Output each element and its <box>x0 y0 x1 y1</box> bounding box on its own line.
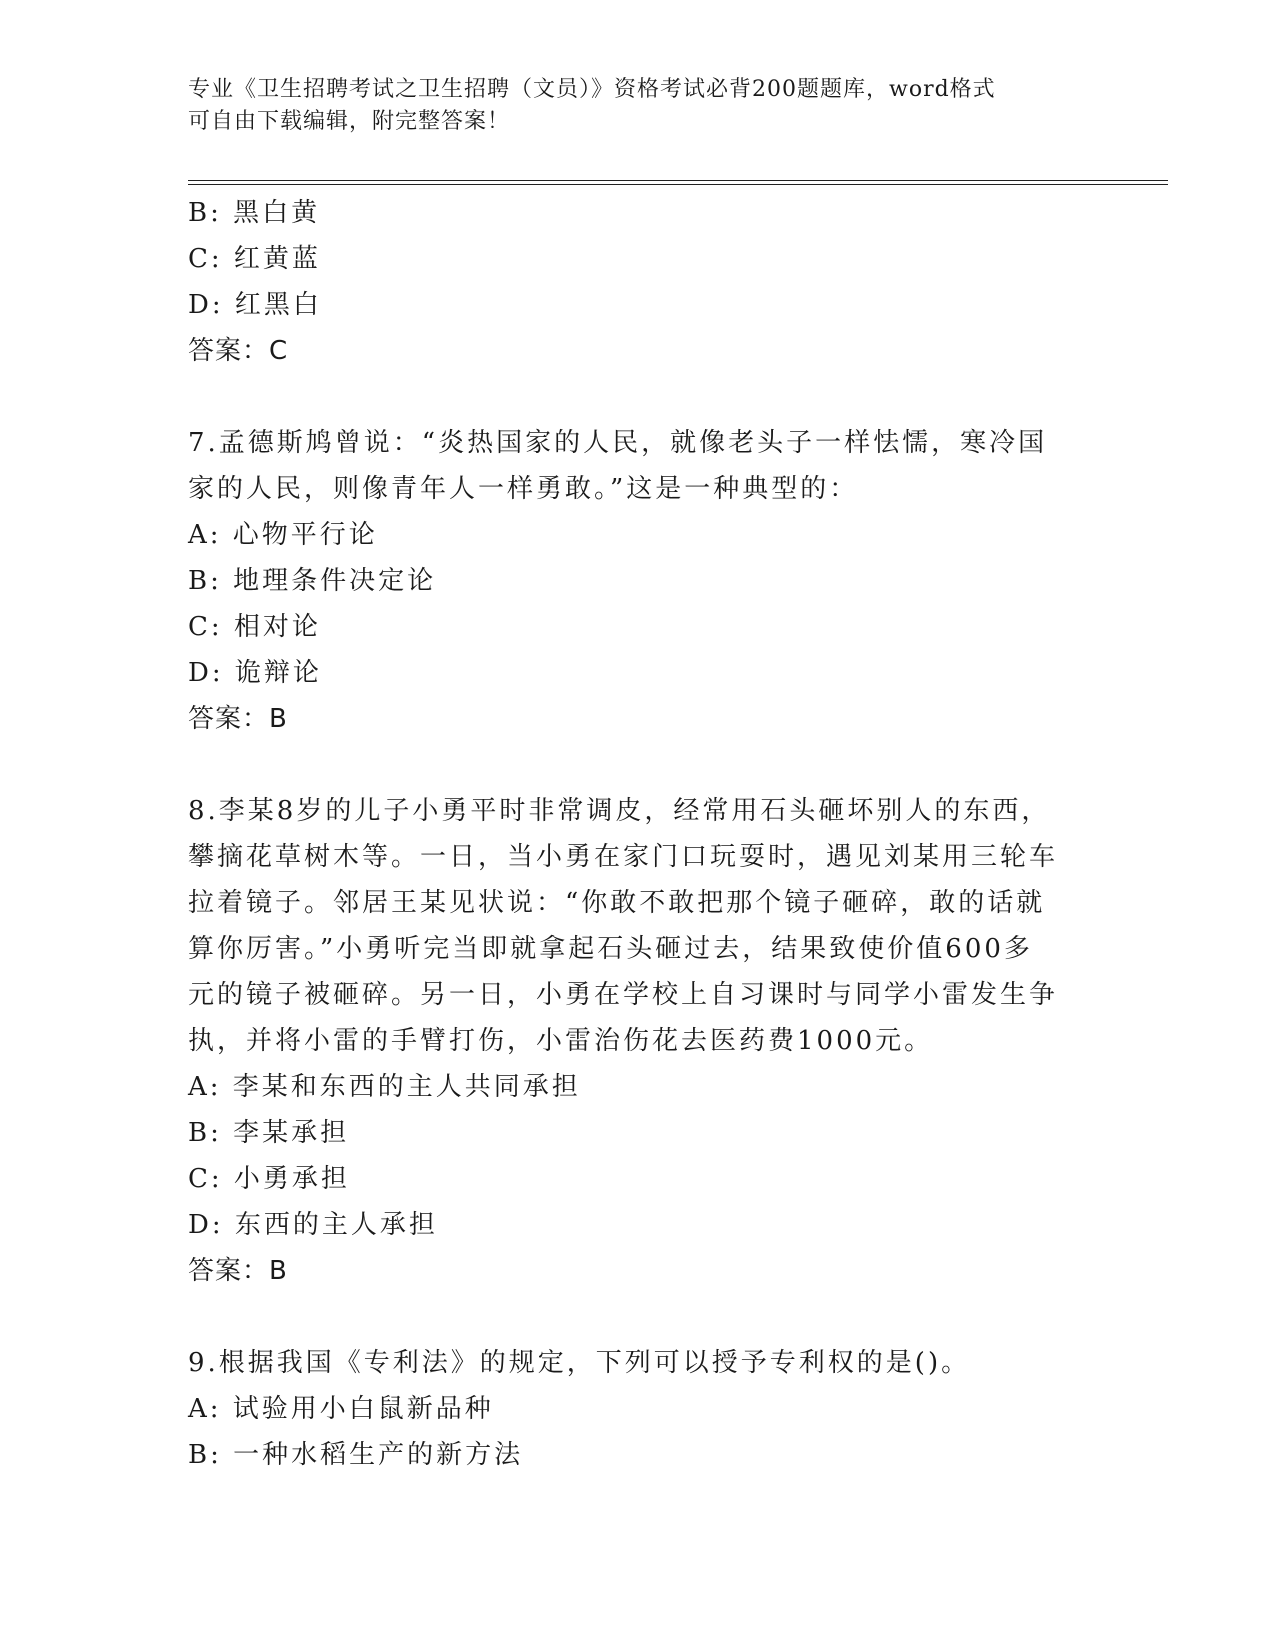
page-header <box>188 74 1068 138</box>
answer: 答案：B <box>188 704 288 734</box>
header-divider <box>188 180 1168 185</box>
question-8 <box>188 788 1068 1294</box>
option-c: C: 红黄蓝 <box>188 244 321 274</box>
option-b: B: 一种水稻生产的新方法 <box>188 1440 524 1470</box>
question-line: 攀摘花草树木等。一日，当小勇在家门口玩耍时，遇见刘某用三轮车 <box>188 842 1059 872</box>
option-a: A: 心物平行论 <box>188 520 378 550</box>
question-line: 9.根据我国《专利法》的规定，下列可以授予专利权的是()。 <box>188 1348 971 1378</box>
question-text <box>188 420 1068 512</box>
option-b: B: 黑白黄 <box>188 198 321 228</box>
option-c: C: 小勇承担 <box>188 1164 350 1194</box>
answer: 答案：C <box>188 336 289 366</box>
question-line: 7.孟德斯鸠曾说：“炎热国家的人民，就像老头子一样怯懦，寒冷国 <box>188 428 1048 458</box>
question-line: 8.李某8岁的儿子小勇平时非常调皮，经常用石头砸坏别人的东西， <box>188 796 1051 826</box>
option-b: B: 李某承担 <box>188 1118 350 1148</box>
spacer <box>188 374 1068 420</box>
option-d: D: 红黑白 <box>188 290 322 320</box>
answer: 答案：B <box>188 1256 288 1286</box>
question-line: 拉着镜子。邻居王某见状说：“你敢不敢把那个镜子砸碎，敢的话就 <box>188 888 1046 918</box>
option-c: C: 相对论 <box>188 612 321 642</box>
option-a: A: 李某和东西的主人共同承担 <box>188 1072 581 1102</box>
question-text <box>188 1340 1068 1386</box>
question-line: 家的人民，则像青年人一样勇敢。”这是一种典型的： <box>188 474 859 504</box>
option-d: D: 诡辩论 <box>188 658 322 688</box>
question-6 <box>188 190 1068 374</box>
option-d: D: 东西的主人承担 <box>188 1210 438 1240</box>
option-b: B: 地理条件决定论 <box>188 566 437 596</box>
question-9 <box>188 1340 1068 1478</box>
question-7 <box>188 420 1068 742</box>
question-line: 元的镜子被砸碎。另一日，小勇在学校上自习课时与同学小雷发生争 <box>188 980 1059 1010</box>
document-body <box>188 190 1068 1478</box>
option-a: A: 试验用小白鼠新品种 <box>188 1394 494 1424</box>
question-line: 执，并将小雷的手臂打伤，小雷治伤花去医药费1000元。 <box>188 1026 934 1056</box>
spacer <box>188 742 1068 788</box>
header-line-2: 可自由下载编辑，附完整答案！ <box>188 109 511 134</box>
spacer <box>188 1294 1068 1340</box>
header-line-1: 专业《卫生招聘考试之卫生招聘（文员）》资格考试必背200题题库，word格式 <box>188 77 996 102</box>
question-text <box>188 788 1068 1064</box>
question-line: 算你厉害。”小勇听完当即就拿起石头砸过去，结果致使价值600多 <box>188 934 1033 964</box>
